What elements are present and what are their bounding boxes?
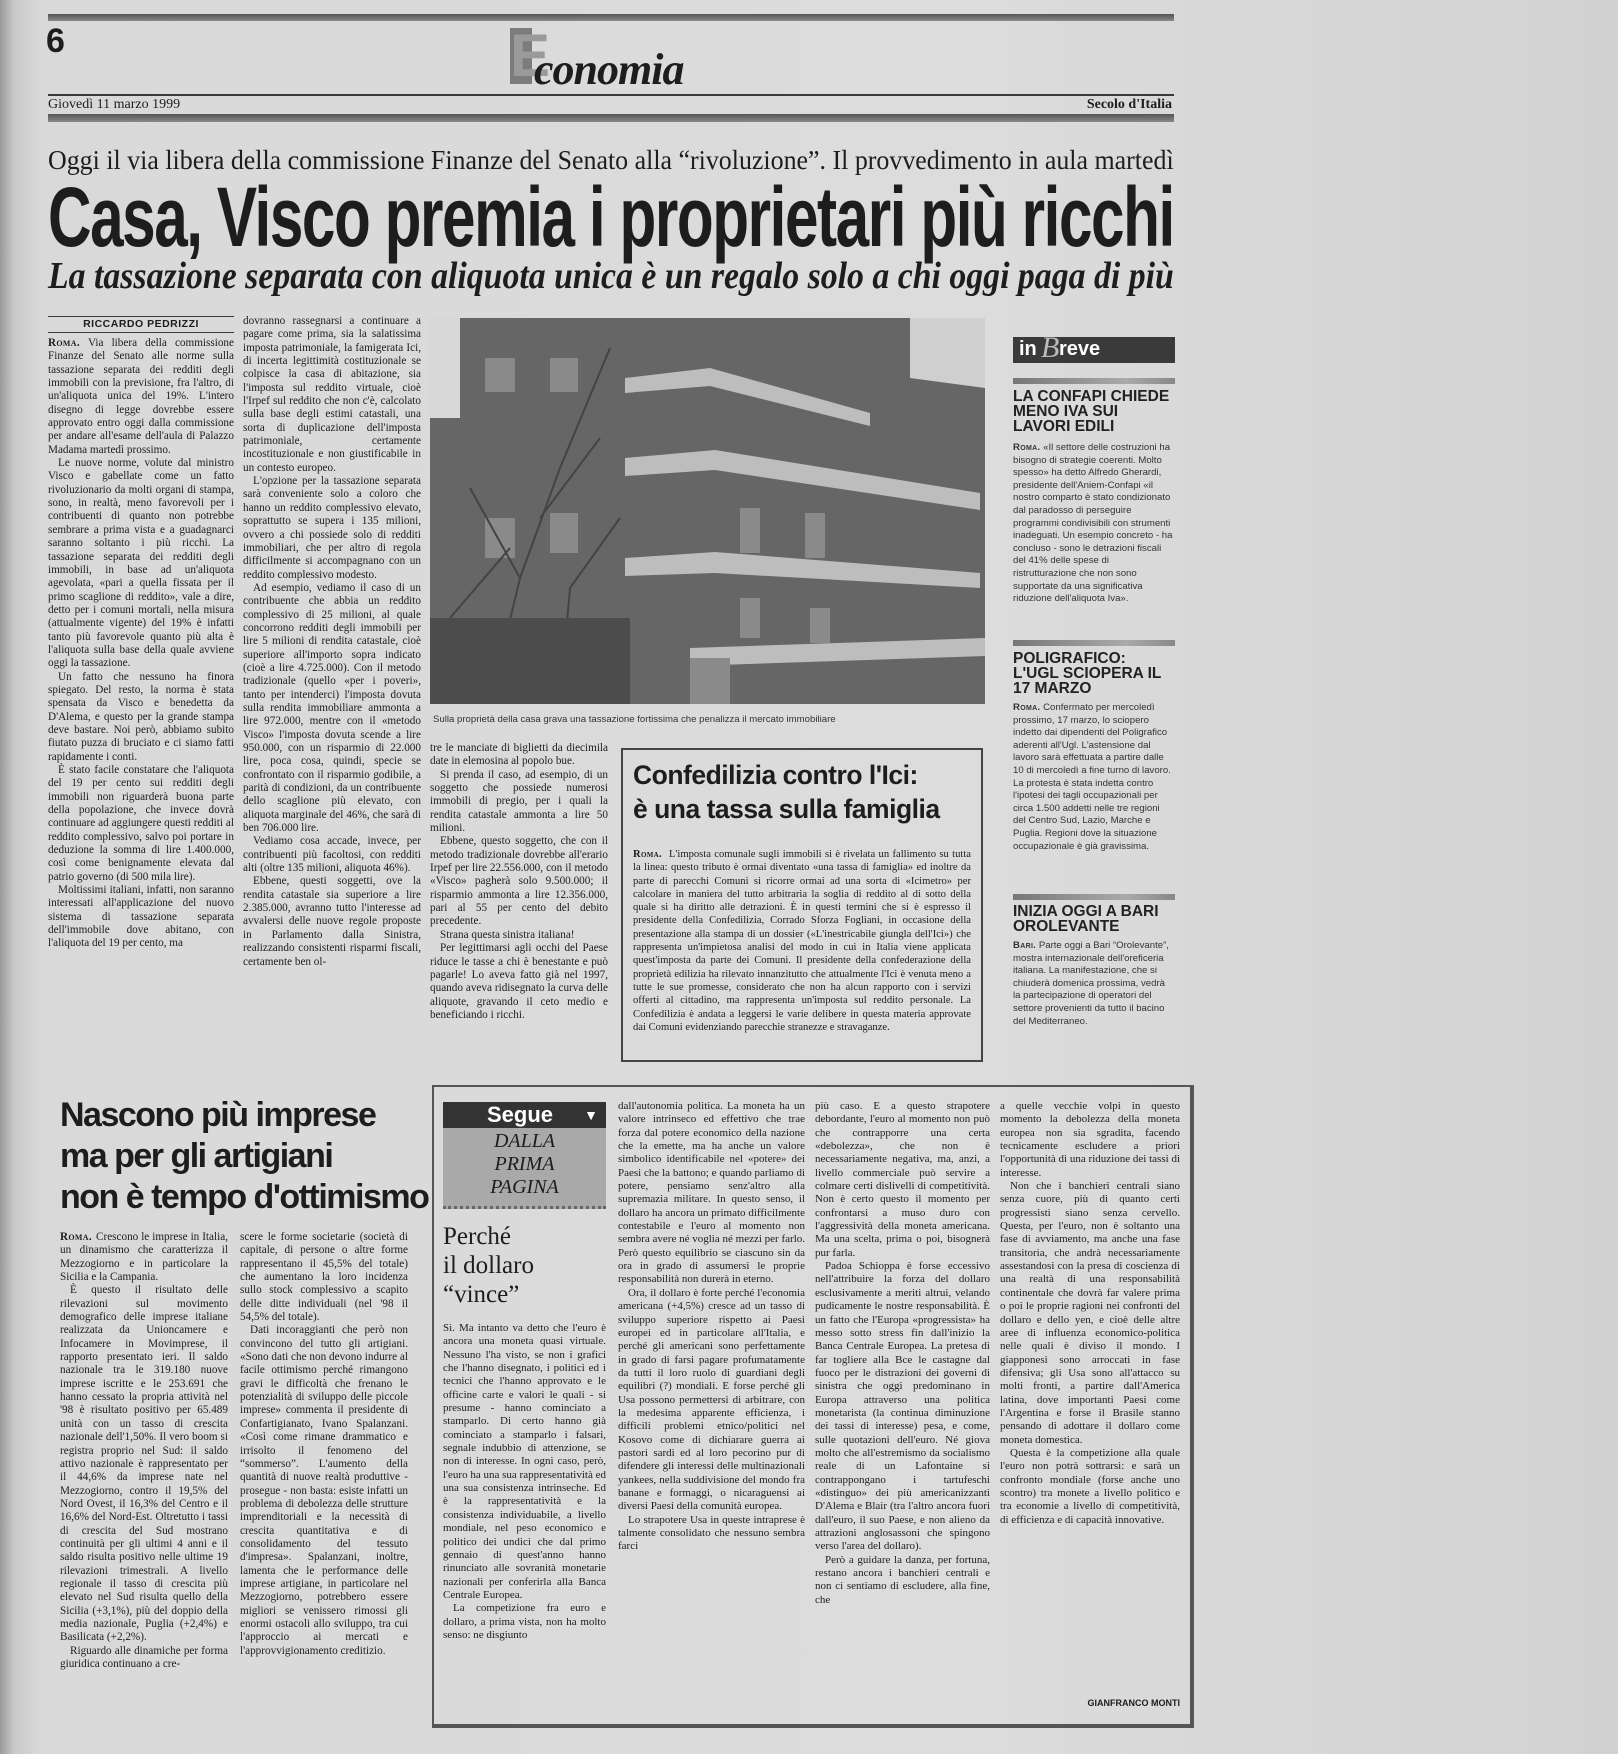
header-rule-thick [48,114,1174,122]
brief-title: POLIGRAFICO: L'UGL SCIOPERA IL 17 MARZO [1013,650,1162,697]
byline-rule-top [48,316,234,317]
dollaro-column-b [618,1100,805,1720]
byline-rule-bottom [48,332,234,333]
in-breve-in: in [1019,338,1037,360]
brief-divider [1013,378,1175,384]
brief-divider [1013,640,1175,646]
subhead-wrap [48,254,1174,298]
header-rule [48,94,1174,96]
dollaro-author: GIANFRANCO MONTI [1087,1698,1180,1708]
paragraph: Crescono le imprese in Italia, un dinamismo che caratterizza il Mezzogiorno e in particolare la Sicilia e la Campania. [60,1231,228,1284]
dollaro-column-d [1000,1100,1180,1690]
dollaro-title-line: il dollaro [443,1252,534,1279]
section-logo-initial: E [510,22,551,89]
brief-item [1013,894,1175,1028]
confedilizia-body [633,848,971,1053]
paragraph: tre le manciate di biglietti da diecimila date in elemosina al popolo bue. [430,742,608,768]
lead-headline: Casa, Visco premia i proprietari più ricchi [48,170,1174,264]
paragraph: Strana questa sinistra italiana! [440,928,575,941]
paragraph: Vediamo cosa accade, invece, per contribuenti più facoltosi, con redditi alti (oltre 135 milioni, aliquota 46%). [243,835,421,875]
top-rule [48,14,1174,21]
paragraph: scere le forme societarie (società di capitale, di persone o altre forme rappresentano il 45,5% del totale) che aumentano la loro incidenza sullo stock complessivo a scapito delle ditte individuali (nel '98 il 54,5% del totale). [240,1231,408,1324]
paragraph: a quelle vecchie volpi in questo momento la debolezza della moneta europea non sia sgradita, facendo tecnicamente escludere a priori l'opportunità di una riduzione dei tassi di interesse. [1000,1100,1180,1179]
brief-divider [1013,894,1175,900]
confedilizia-box [621,748,983,1062]
building-photo [430,318,985,704]
brief-item [1013,378,1175,606]
page-number: 6 [46,22,65,60]
paragraph: Via libera della commissione Finanze del Senato alle norme sulla tassazione separata dei redditi degli immobili con la previsione, fra l'altro, di un'aliquota unica del 19%. L'intero disegno di legge dovrebbe essere approvato entro oggi dalla commissione per andare all'esame dell'aula di Palazzo Madama martedì prossimo. [48,337,234,456]
lead-column-2 [243,315,421,1057]
imprese-column-1 [60,1231,228,1741]
paragraph: Riguardo alle dinamiche per forma giuridica continuano a cre- [60,1644,228,1670]
paragraph: dovranno rassegnarsi a continuare a pagare come prima, sia la salatissima imposta patrimoniale, la famigerata Ici, di incerta legittimità costituzionale se colpisce la casa di abitazione, sia l'imposta sul reddito virtuale, cioè l'Irpef sul reddito che non c'è, calcolato sulla base degli estimi catastali, una sorta di duplicazione dell'imposta patrimoniale, certamente incostituzionale e non giustificabile in un contesto europeo. [243,315,421,474]
in-breve-initial: B [1041,331,1060,364]
paragraph: Moltissimi italiani, infatti, non saranno interessati all'applicazione del nuovo sistema di tassazione separata dell'immobile dove abitano, con l'aliquota del 19 per cento, ma [48,884,234,950]
confedilizia-headline-line-1: Confedilizia contro l'Ici: [633,760,918,790]
dollaro-column-c [815,1100,990,1720]
segue-label: Segue ▼ [443,1102,606,1128]
photo-caption: Sulla proprietà della casa grava una tassazione fortissima che penalizza il mercato immobiliare [433,714,836,725]
in-breve-rest: reve [1059,338,1101,360]
brief-title: LA CONFAPI CHIEDE MENO IVA SUI LAVORI EDILI [1013,388,1170,435]
lead-subhead: La tassazione separata con aliquota unica è un regalo solo a chi oggi paga di più [48,255,1174,297]
paragraph: Ebbene, questo soggetto, che con il metodo tradizionale dovrebbe all'erario Irpef per lire 22.556.000, con il metodo «Visco» pagherà solo 9.500.000; il risparmio ammonta a lire 12.356.000, pari al 55 per cento del debito precedente. [430,835,608,928]
paragraph: Lo strapotere Usa in queste intraprese è talmente consolidato che nessuno sembra farci [618,1513,805,1553]
paragraph: più caso. E a questo strapotere debordante, l'euro al momento non può che contrapporre una certa «debolezza», che non è necessariamente negativa, ma, anzi, a livello commerciale può servire a colmare certi dislivelli di competitività. Non è certo questo il momento per confrontarsi a muso duro con l'aggressività della moneta americana. Ma una scelta, prima o poi, bisognerà pur farla. [815,1100,990,1259]
masthead: Secolo d'Italia [1086,97,1172,112]
paragraph: dall'autonomia politica. La moneta ha un valore intrinseco ed effettivo che trae forza dal potere economico della nazione che la emette, ma ha anche un valore simbolico identificabile nel «potere» dei Paesi che la battono; e quando parliamo di potere, pensiamo senz'altro alla supremazia militare. In questo senso, il dollaro ha ancora un primato difficilmente contestabile e l'euro al momento non sembra avere né voglia né mezzi per farlo. Però questo equilibrio se ciascuno sin da ora in grado di assumersi le proprie responsabilità non durerà in eterno. [618,1100,805,1286]
brief-item [1013,640,1175,853]
imprese-headline-line: ma per gli artigiani [60,1137,333,1175]
paragraph: Si prenda il caso, ad esempio, di un soggetto che possiede numerosi immobili di pregio, per i quali la rendita catastale ammonta a lire 50 milioni. [430,768,608,835]
lead-column-1 [48,337,234,1057]
issue-date: Giovedì 11 marzo 1999 [48,97,181,112]
paragraph: Sì. Ma intanto va detto che l'euro è ancora una moneta quasi virtuale. Nessuno l'ha visto, se non i grafici che l'hanno disegnato, i politici ed i tecnici che l'hanno approvato e le officine carte e valori le quali - si presume - hanno cominciato a stamparlo. Di certo hanno già cominciato a stamparlo i falsari, segnale indubbio di attenzione, se non di interesse. In ogni caso, però, l'euro ha una sua rappresentatività ed una sua consistenza intrinseche. Ed è la rappresentatività e la consistenza individuabile, a livello mondiale, nel peso economico e politico dei undici che dal primo gennaio di quest'anno hanno rinunciato alle sovranità monetarie nazionali per conferirla alla Banca Centrale Europea. [443,1322,606,1601]
dollaro-title-line: “vince” [443,1281,520,1308]
paragraph: Le nuove norme, volute dal ministro Visco e gabellate come un fatto rivoluzionario da molti organi di stampa, sono, in realtà, meno favorevoli per i contribuenti di quanto non potrebbe sembrare a prima vista e a guadagnarci saranno soltanto i più ricchi. La tassazione separata dei redditi degli immobili, in base ad un'aliquota agevolata, «pari a quella fissata per il primo scaglione di reddito», vale a dire, detto per i comuni mortali, nella misura (attualmente vigente) del 19% è infatti tanto più favorevole quanto più alta è l'aliquota sulla base della quale avviene oggi la tassazione. [48,457,234,670]
imprese-headline-line: Nascono più imprese [60,1096,376,1134]
imprese-dateline: Roma. [60,1231,92,1243]
brief-title: INIZIA OGGI A BARI OROLEVANTE [1013,903,1159,935]
paragraph: Padoa Schioppa è forse eccessivo nell'attribuire la forza del dollaro esclusivamente a meriti altrui, velando pudicamente le nostre responsabilità. È un fatto che l'Europa «progressista» ha messo sotto stress fin dall'inizio la Banca Centrale Europea. La pretesa di far togliere alla Bce le castagne dal fuoco per le distrazioni dei governi di sinistra che oggi predominano in Europa attraverso una politica monetarista (la continua diminuzione dei tassi di interesse) pesa, e come, sulle quotazioni dell'euro. Né giova molto che all'estremismo da socialismo reale di un Lafontaine si contrappongano i tartufeschi «distinguo» dei più americanizzanti D'Alema e Blair (tra l'altro ancora fuori dall'euro, il suo Paese, e non alieno da attrazioni anglosassoni che spingono verso l'area del dollaro). [815,1260,990,1553]
paragraph: Per legittimarsi agli occhi del Paese riduce le tasse a chi è benestante e può pagarle! Lo aveva fatto già nel 1997, quando aveva ridisegnato la curva delle aliquote, gravando il ceto medio e beneficiando i ricchi. [430,942,608,1021]
imprese-headline-line: non è tempo d'ottimismo [60,1178,429,1216]
segue-box [443,1102,606,1209]
paragraph: Ad esempio, vediamo il caso di un contribuente che abbia un reddito complessivo di 25 milioni, al quale concorrono redditi degli immobili per lire 5 milioni di rendita catastale, cioè superiore all'importo sopra indicato (cioè a lire 4.725.000). Con il metodo tradizionale (quello «per i poveri», tanto per intenderci) l'imposta dovuta sulla rendita immobiliare ammonta a lire 972.000, mentre con il «metodo Visco» l'imposta dovuta scende a lire 950.000, con un risparmio di 22.000 lire, poca cosa, quindi, specie se confrontato con il risparmio godibile, a parità di condizioni, da un contribuente dello scaglione più elevato, con aliquota marginale del 46%, che sarà di ben 706.000 lire. [243,581,421,835]
brief-text: Roma. Confermato per mercoledì prossimo, 17 marzo, lo sciopero indetto dai dipendenti del Poligrafico aderenti all'Ugl. L'astensione dal lavoro sarà effettuata a partire dalle 10 di mercoledì a fine turno di lavoro. La protesta è stata indetta contro l'ipotesi dei tagli occupazionali per circa 1.500 addetti nelle tre regioni del Centro Sud, Lazio, Marche e Puglia. Regioni dove la situazione occupazionale è già gravissima. [1013,702,1171,852]
paragraph: Ebbene, questi soggetti, ove la rendita catastale sia superiore a lire 2.385.000, avranno tutto l'interesse ad avvalersi delle nuove regole proposte in Parlamento dalla Sinistra, realizzando consistenti risparmi fiscali, certamente ben ol- [243,875,421,968]
dollaro-title-line: Perché [443,1223,512,1250]
paragraph: È stato facile constatare che l'aliquota del 19 per cento sui redditi degli immobili non riguarderà buona parte della popolazione, che invece dovrà continuare ad aggiungere questi redditi al reddito complessivo, salvo poi portare in deduzione la somma di lire 1.400.000, così come benignamente elevata dal patrio governo (di 500 mila lire). [48,764,234,883]
imprese-headline [60,1095,428,1218]
paragraph: Questa è la competizione alla quale l'euro non potrà sottrarsi: e sarà un confronto mondiale (forse anche uno scontro) tra monete a livello politico e tra economie a livello di competitività, di efficienza e di capacità innovative. [1000,1446,1180,1526]
brief-text: Roma. «Il settore delle costruzioni ha bisogno di strategie coerenti. Molto spesso» ha detto Alfredo Gherardi, presidente dell'Aniem-Confapi «il nostro comparto è stato condizionato dal paradosso di perseguire programmi condivisibili con strumenti inadeguati. Un esempio concreto - ha concluso - sono le detrazioni fiscali del 41% delle spese di ristrutturazione che non sono supportate da una significativa riduzione dell'aliquota Iva». [1013,442,1173,605]
building-photo-image [430,318,985,704]
kicker: Oggi il via libera della commissione Finanze del Senato alla “rivoluzione”. Il provvedimento in aula martedì [48,145,1174,175]
lead-column-3 [430,742,608,1062]
brief-text: Bari. Parte oggi a Bari “Orolevante”, mostra internazionale dell'oreficeria italiana. La manifestazione, che si chiuderà domenica prossima, vedrà la partecipazione di operatori del settore provenienti da tutto il bacino del Mediterraneo. [1013,940,1169,1027]
from-front-page: DALLA PRIMA PAGINA [490,1130,559,1198]
paragraph: Ora, il dollaro è forte perché l'economia americana (+4,5%) cresce ad un tasso di sviluppo superiore rispetto ai Paesi europei ed in particolare all'Italia, e perché gli americani sono perfettamente in grado di farsi pagare profumatamente da tutti il loro ruolo di guardiani degli equilibri (?) mondiali. E forse perché gli Usa possono permettersi di arbitrare, con la medesima apparente efficienza, i difficili problemi etnico/politici nel Kosovo come di dichiarare guerra ai pastori sardi ed al loro pecorino pur di difendere gli interessi delle multinazionali yankees, nella suddivisione del mondo fra banane e formaggi, o nicaraguensi ai diversi Paesi della comunità europea. [618,1286,805,1513]
in-breve-label [1013,331,1175,364]
paragraph: L'imposta comunale sugli immobili si è rivelata un fallimento su tutta la linea: questo tributo è ormai diventato «una tassa di famiglia» ed inoltre da parte di parecchi Comuni si ricorre ormai ad una sorta di «Icimetro» per calcolare in maniera del tutto arbitraria la soglia di reddito al di sotto della quale si ha diritto alle detrazioni. È in questi termini che si è espresso il presidente della Confedilizia, Corrado Sforza Fogliani, in occasione della presentazione alla stampa di un dossier («L'inestricabile giungla dell'Ici») che rappresenta un'impietosa analisi del modo in cui in Italia viene applicata quest'imposta da parte dei Comuni. Il presidente della confederazione della proprietà edilizia ha rilevato innanzitutto che attualmente l'Ici è venuta meno a tutte le sue promesse, considerato che non ha alcun rapporto con i servizi offerti al cittadino, ma rappresenta un'imposta sul reddito personale. La Confedilizia è andata a leggersi le varie delibere in questa materia approvate dai Comuni evidenziando parecchie stranezze e stravaganze. [633,849,971,1033]
confedilizia-headline [633,758,940,826]
imprese-column-2 [240,1231,408,1741]
paragraph: L'opzione per la tassazione separata sarà conveniente solo a coloro che hanno un reddito complessivo elevato, soprattutto se supera i 135 milioni, ovvero a chi possiede solo di redditi immobiliari, che per altro di regola difficilmente si accompagnano con un reddito complessivo modesto. [243,475,421,581]
confedilizia-headline-line-2: è una tassa sulla famiglia [633,794,940,824]
paragraph: La competizione fra euro e dollaro, a prima vista, non ha molto senso: ne disgiunto [443,1602,606,1641]
paragraph: Un fatto che nessuno ha finora spiegato. Del resto, la norma è stata spensata da Visco e benedetta da D'Alema, e questo per la grande stampa deve bastare. Noi però, abbiamo subito fiutato puzza di bruciato e ci siamo fatti rapidamente i conti. [48,670,234,763]
dollaro-column-a [443,1322,606,1720]
byline: RICCARDO PEDRIZZI [83,318,199,330]
section-title: conomia [534,45,684,94]
triangle-down-icon: ▼ [584,1107,598,1123]
lead-dateline: Roma. [48,337,80,349]
dollaro-title [443,1222,534,1309]
paragraph: Non che i banchieri centrali siano senza cuore, più di quanto certi progressisti siano senza cervello. Questa, per l'euro, non è soltanto una fase di avviamento, ma anche una fase transitoria, che andrà necessariamente assestandosi con la presa di coscienza di una realtà di una responsabilità continentale che dovrà far valere prima o poi le proprie ragioni nei confronti del dollaro e dello yen, e cioè delle altre aree di influenza economico-politica nelle quali è diviso il mondo. I giapponesi sono arroccati in fase difensiva; gli Usa sono all'attacco su molti fronti, a partire dall'America latina, dove importanti Paesi come l'Argentina e forse il Brasile stanno pensando di adottare il dollaro come moneta domestica. [1000,1180,1180,1446]
headline-wrap [48,172,1174,262]
paragraph: È questo il risultato delle rilevazioni sul movimento demografico delle imprese italiane realizzata da Unioncamere e Infocamere in Movimprese, il rapporto presentato ieri. Il saldo nazionale tra le 319.180 nuove imprese iscritte e le 253.691 che hanno cessato la propria attività nel '98 è risultato positivo per 65.489 unità con un tasso di crescita nazionale dell'1,50%. Il vero boom si registra proprio nel Sud: il saldo attivo nazionale è rappresentato per il 44,6% da imprese nate nel Mezzogiorno, contro il 19,5% del Nord Ovest, il 16,3% del Centro e il 16,6% del Nord-Est. Oltretutto i tassi di crescita del Sud mostrano continuità per gli ultimi 4 anni e il saldo risulta positivo nelle ultime 19 rilevazioni trimestrali. A livello regionale il tasso di crescita più elevato nel Sud risulta quello della Sicilia (+3,1%), più del doppio della media nazionale, Puglia (+2,4%) e Basilicata (+2,2%). [60,1284,228,1644]
paragraph: Però a guidare la danza, per fortuna, restano ancora i banchieri centrali e non ci sentiamo di escludere, alla fine, che [815,1553,990,1606]
paragraph: Dati incoraggianti che però non convincono del tutto gli artigiani. «Sono dati che non devono indurre al facile ottimismo perché rimangono gravi le difficoltà che frenano le potenzialità di sviluppo delle piccole imprese» commenta il presidente di Confartigianato, Ivano Spalanzani. «Così come rimane drammatico e irrisolto il fenomeno del “sommerso”. L'aumento della quantità di nuove realtà produttive - prosegue - non basta: esiste infatti un problema di debolezza delle strutture imprenditoriali e la necessità di crescita quantitativa e di consolidamento del tessuto d'impresa». Spalanzani, inoltre, lamenta che le performance delle imprese artigiane, in particolare nel Mezzogiorno, potrebbero essere migliori se venissero rimossi gli enormi ostacoli allo sviluppo, tra cui l'approccio ai mercati e l'approvvigionamento creditizio. [240,1324,408,1657]
confedilizia-dateline: Roma. [633,849,662,860]
